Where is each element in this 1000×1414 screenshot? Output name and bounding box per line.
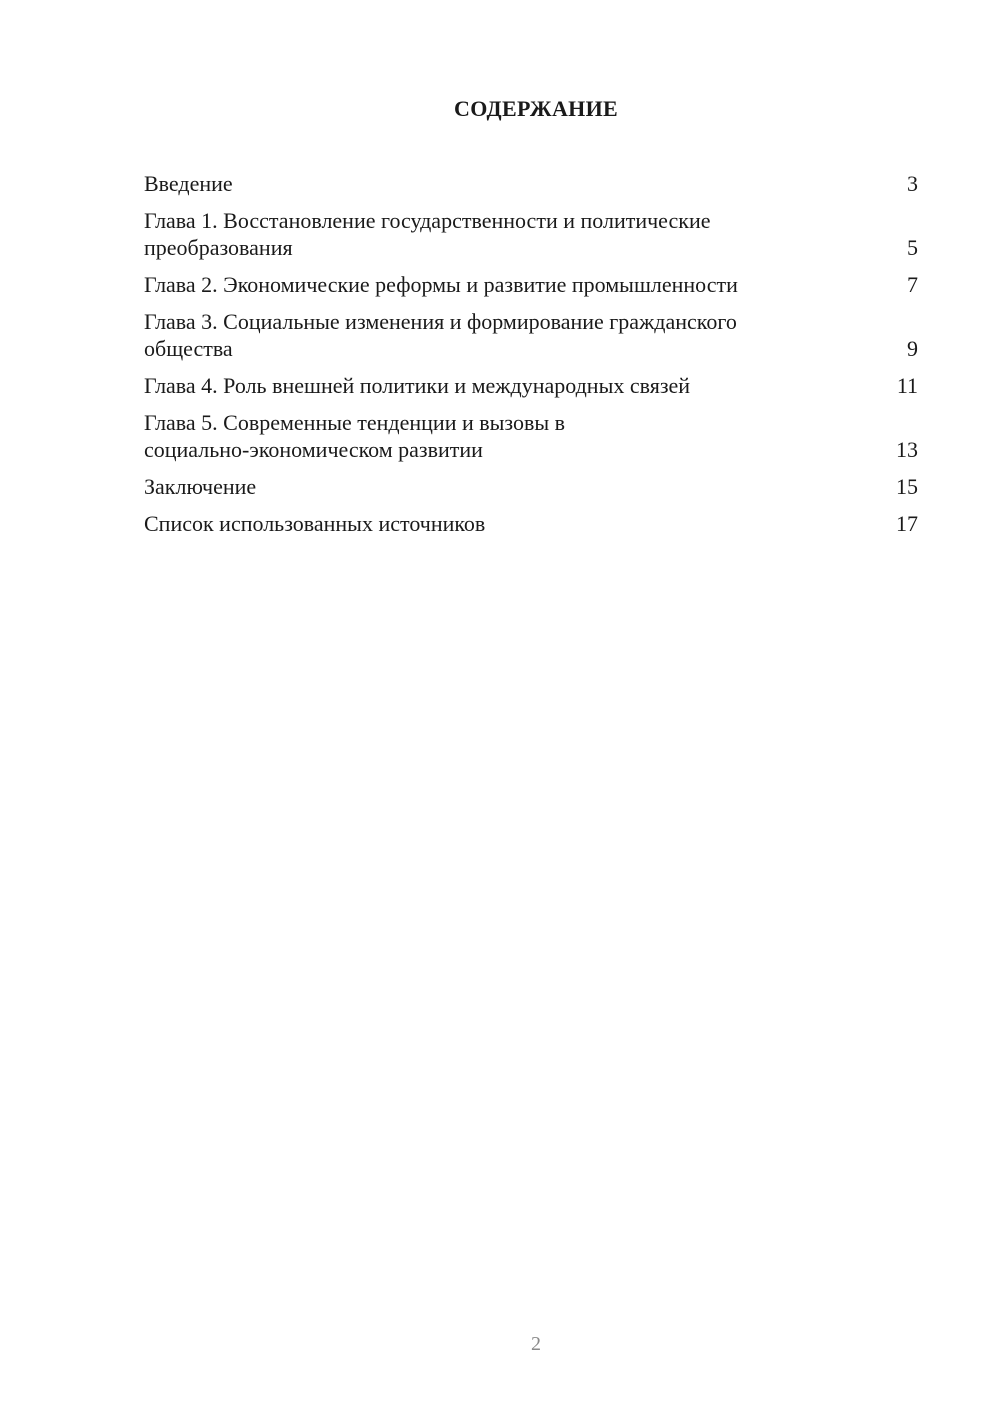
toc-entry-title bbox=[144, 170, 907, 197]
toc-entry-chapter-2 bbox=[144, 271, 918, 298]
toc-entry-title bbox=[144, 308, 907, 362]
toc-entry-conclusion bbox=[144, 473, 918, 500]
toc-entry-chapter-1 bbox=[144, 207, 918, 261]
table-of-contents bbox=[144, 170, 918, 547]
toc-entry-chapter-5 bbox=[144, 409, 918, 463]
toc-entry-page: 5 bbox=[907, 235, 918, 260]
toc-entry-title-line: Список использованных источников bbox=[144, 511, 486, 536]
toc-entry-title-line: Введение bbox=[144, 171, 233, 196]
toc-entry-page: 3 bbox=[907, 171, 918, 196]
page-number: 2 bbox=[531, 1333, 541, 1355]
toc-entry-title-line: Глава 5. Современные тенденции и вызовы в bbox=[144, 410, 566, 435]
toc-entry-title-line: Глава 1. Восстановление государственности и политические bbox=[144, 208, 711, 233]
toc-entry-title-line: социально-экономическом развитии bbox=[144, 437, 483, 462]
toc-entry-title bbox=[144, 409, 896, 463]
toc-entry-title bbox=[144, 207, 907, 261]
page-title: СОДЕРЖАНИЕ bbox=[454, 96, 618, 121]
toc-entry-title bbox=[144, 372, 897, 399]
toc-entry-title-line: общества bbox=[144, 336, 233, 361]
toc-entry-page: 7 bbox=[907, 272, 918, 297]
toc-entry-title bbox=[144, 473, 896, 500]
toc-entry-title-line: Заключение bbox=[144, 474, 257, 499]
toc-entry-title bbox=[144, 271, 907, 298]
toc-entry-introduction bbox=[144, 170, 918, 197]
toc-entry-title-line: преобразования bbox=[144, 235, 293, 260]
toc-entry-chapter-4 bbox=[144, 372, 918, 399]
toc-entry-title-line: Глава 2. Экономические реформы и развитие промышленности bbox=[144, 272, 738, 297]
toc-entry-page: 11 bbox=[896, 373, 918, 398]
toc-entry-page: 9 bbox=[907, 336, 918, 361]
toc-entry-title bbox=[144, 510, 896, 537]
toc-entry-title-line: Глава 4. Роль внешней политики и международных связей bbox=[144, 373, 691, 398]
toc-entry-references bbox=[144, 510, 918, 537]
toc-entry-page: 17 bbox=[896, 511, 918, 536]
toc-entry-page: 15 bbox=[896, 474, 918, 499]
toc-entry-title-line: Глава 3. Социальные изменения и формирование гражданского bbox=[144, 309, 737, 334]
toc-entry-chapter-3 bbox=[144, 308, 918, 362]
toc-entry-page: 13 bbox=[896, 437, 918, 462]
